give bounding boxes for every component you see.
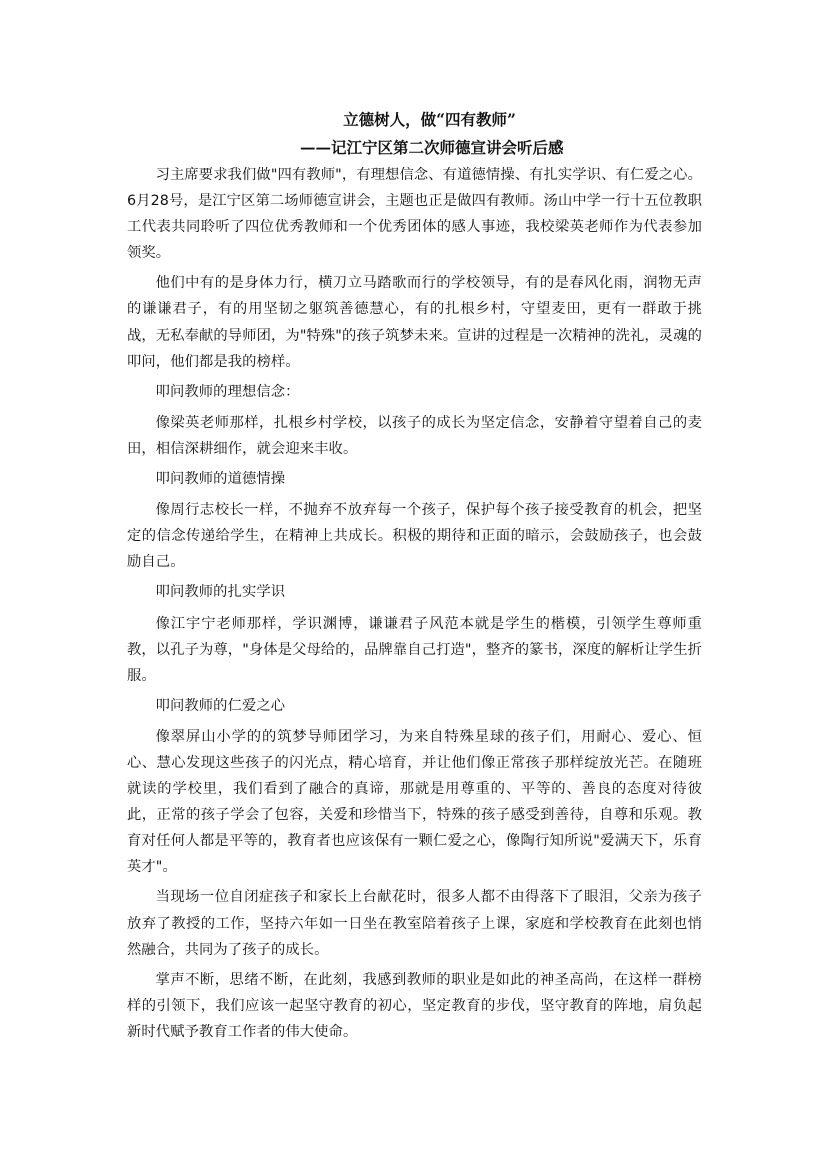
section-heading-ideals: 叩问教师的理想信念：	[155, 383, 300, 400]
document-title: 立德树人，做“四有教师”	[343, 110, 516, 129]
section-heading-benevolence: 叩问教师的仁爱之心	[155, 697, 286, 714]
paragraph-role-models: 他们中有的是身体力行，横刀立马踏歌而行的学校领导，有的是春风化雨，润物无声的谦谦君子，有的用坚韧之躯筑善德慧心，有的扎根乡村，守望麦田，更有一群敢于挑战，无私奉献的导师团，为"特殊"的孩子筑梦未来。宣讲的过程是一次精神的洗礼，灵魂的叩问，他们都是我的榜样。	[127, 275, 702, 370]
document-subtitle: ——记江宁区第二次师德宣讲会听后感	[300, 138, 564, 157]
section-heading-morals: 叩问教师的道德情操	[155, 471, 286, 488]
document-content	[127, 108, 702, 1049]
section-heading-knowledge: 叩问教师的扎实学识	[155, 584, 286, 601]
paragraph-family: 当现场一位自闭症孩子和家长上台献花时，很多人都不由得落下了眼泪，父亲为孩子放弃了教授的工作，坚持六年如一日坐在教室陪着孩子上课，家庭和学校教育在此刻也悄然融合，共同为了孩子的成长。	[127, 889, 702, 958]
paragraph-morals: 像周行志校长一样，不抛弃不放弃每一个孩子，保护每个孩子接受教育的机会，把坚定的信念传递给学生，在精神上共成长。积极的期待和正面的暗示，会鼓励孩子，也会鼓励自己。	[127, 502, 702, 571]
paragraph-ideals: 像梁英老师那样，扎根乡村学校，以孩子的成长为坚定信念，安静着守望着自己的麦田，相信深耕细作，就会迎来丰收。	[127, 414, 702, 457]
paragraph-benevolence: 像翠屏山小学的的筑梦导师团学习，为来自特殊星球的孩子们，用耐心、爱心、恒心、慧心发现这些孩子的闪光点，精心培育，并让他们像正常孩子那样绽放光芒。在随班就读的学校里，我们看到了融合的真谛，那就是用尊重的、平等的、善良的态度对待彼此，正常的孩子学会了包容，关爱和珍惜当下，特殊的孩子感受到善待，自尊和乐观。教育对任何人都是平等的，教育者也应该保有一颗仁爱之心，像陶行知所说"爱满天下，乐育英才"。	[127, 728, 702, 876]
paragraph-intro: 习主席要求我们做"四有教师"，有理想信念、有道德情操、有扎实学识、有仁爱之心。6月28号，是江宁区第二场师德宣讲会，主题也正是做四有教师。汤山中学一行十五位教职工代表共同聆听了四位优秀教师和一个优秀团体的感人事迹，我校梁英老师作为代表参加领奖。	[127, 167, 702, 262]
paragraph-conclusion: 掌声不断，思绪不断，在此刻，我感到教师的职业是如此的神圣高尚，在这样一群榜样的引领下，我们应该一起坚守教育的初心，坚定教育的步伐，坚守教育的阵地，肩负起新时代赋予教育工作者的伟大使命。	[127, 971, 702, 1040]
paragraph-knowledge: 像江宇宁老师那样，学识渊博，谦谦君子风范本就是学生的楷模，引领学生尊师重教，以孔子为尊，"身体是父母给的，品牌靠自己打造"，整齐的篆书，深度的解析让学生折服。	[127, 615, 702, 684]
document-body	[127, 162, 702, 1045]
